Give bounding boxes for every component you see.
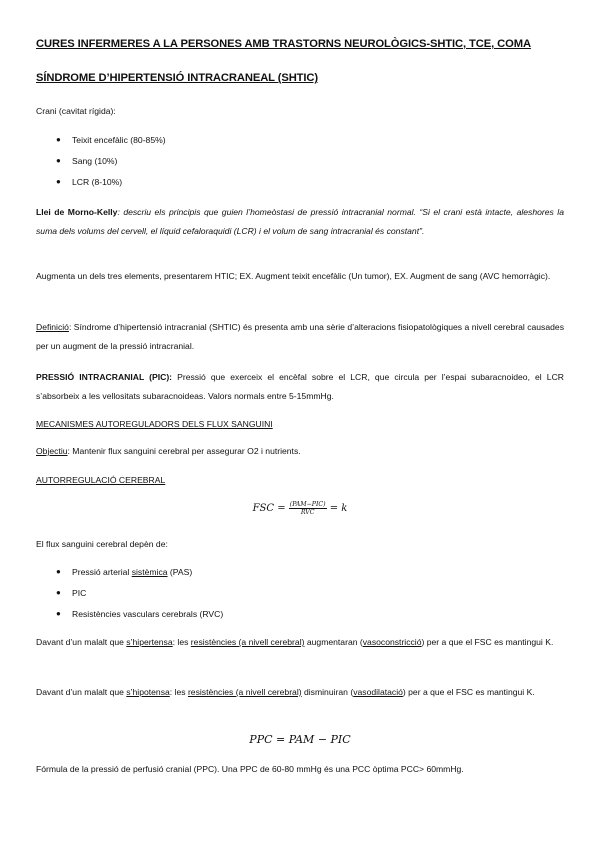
- flux-label: El flux sanguini cerebral depèn de:: [36, 539, 168, 549]
- formula-fsc: FSC = $\frac{\text{(PAM−PIC)}}{\text{RVC}}$ = k: [252, 501, 348, 516]
- definicio-paragraph: Definició: Síndrome d’hipertensió intracranial (SHTIC) és presenta amb una sèrie d’alteracions fisiopatològiques a nivell cerebral causades per un augment de la pressió intracranial.: [36, 322, 564, 351]
- bullet-icon: ●: [56, 609, 61, 618]
- list-item: ● Pressió arterial sistèmica (PAS): [56, 567, 193, 577]
- bullet-icon: ●: [56, 156, 61, 165]
- crani-list: [36, 134, 564, 197]
- list-item: ● Resistències vasculars cerebrals (RVC): [56, 609, 224, 619]
- list-item: ● Teixit encefàlic (80-85%): [56, 135, 166, 145]
- formula-ppc: PPC = PAM − PIC: [249, 733, 351, 746]
- bullet-icon: ●: [56, 135, 61, 144]
- augmenta-paragraph: Augmenta un dels tres elements, presentarem HTIC; EX. Augment teixit encefàlic (Un tumor), EX. Augment de sang (AVC hemorràgic).: [36, 271, 551, 281]
- crani-label: Crani (cavitat rígida):: [36, 106, 116, 116]
- mecanismes-heading: MECANISMES AUTOREGULADORS DELS FLUX SANGUINI: [36, 419, 273, 429]
- autoregulacio-heading: AUTORREGULACIÓ CEREBRAL: [36, 475, 166, 485]
- bullet-icon: ●: [56, 567, 61, 576]
- ppc-paragraph: Fórmula de la pressió de perfusió cranial (PPC). Una PPC de 60-80 mmHg és una PCC òptima PCC> 60mmHg.: [36, 764, 464, 774]
- objectiu-paragraph: Objectiu: Mantenir flux sanguini cerebral per assegurar O2 i nutrients.: [36, 446, 301, 456]
- section-title-shtic: SÍNDROME D’HIPERTENSIÓ INTRACRANEAL (SHTIC): [36, 72, 319, 84]
- flux-list: [36, 566, 564, 629]
- list-item: ● Sang (10%): [56, 156, 118, 166]
- pic-paragraph: PRESSIÓ INTRACRANIAL (PIC): Pressió que exerceix el encèfal sobre el LCR, que circula per l’espai subaracnoideo, el LCR s’absorbeix a les vellositats subaracnoideas. Valors normals entre 5-15mmHg.: [36, 372, 564, 401]
- hipotensa-paragraph: Davant d’un malalt que s’hipotensa: les resistències (a nivell cerebral) disminuiran (vasodilatació) per a que el FSC es mantingui K.: [36, 687, 535, 697]
- bullet-icon: ●: [56, 588, 61, 597]
- hipertensa-paragraph: Davant d’un malalt que s’hipertensa: les resistències (a nivell cerebral) augmentaran (vasoconstricció) per a que el FSC es mantingui K.: [36, 637, 554, 647]
- list-item: ● LCR (8-10%): [56, 177, 123, 187]
- document-title: CURES INFERMERES A LA PERSONES AMB TRASTORNS NEUROLÒGICS-SHTIC, TCE, COMA: [36, 38, 531, 50]
- monro-kelly-paragraph: Llei de Morno-Kelly: descriu els principis que guien l’homeòstasi de pressió intracranial normal. “Si el crani està intacte, aleshores la suma dels volums del cervell, el líquid cefaloraquidi (LCR) i el volum de sang intracranial és constant”.: [36, 207, 564, 236]
- bullet-icon: ●: [56, 177, 61, 186]
- list-item: ● PIC: [56, 588, 87, 598]
